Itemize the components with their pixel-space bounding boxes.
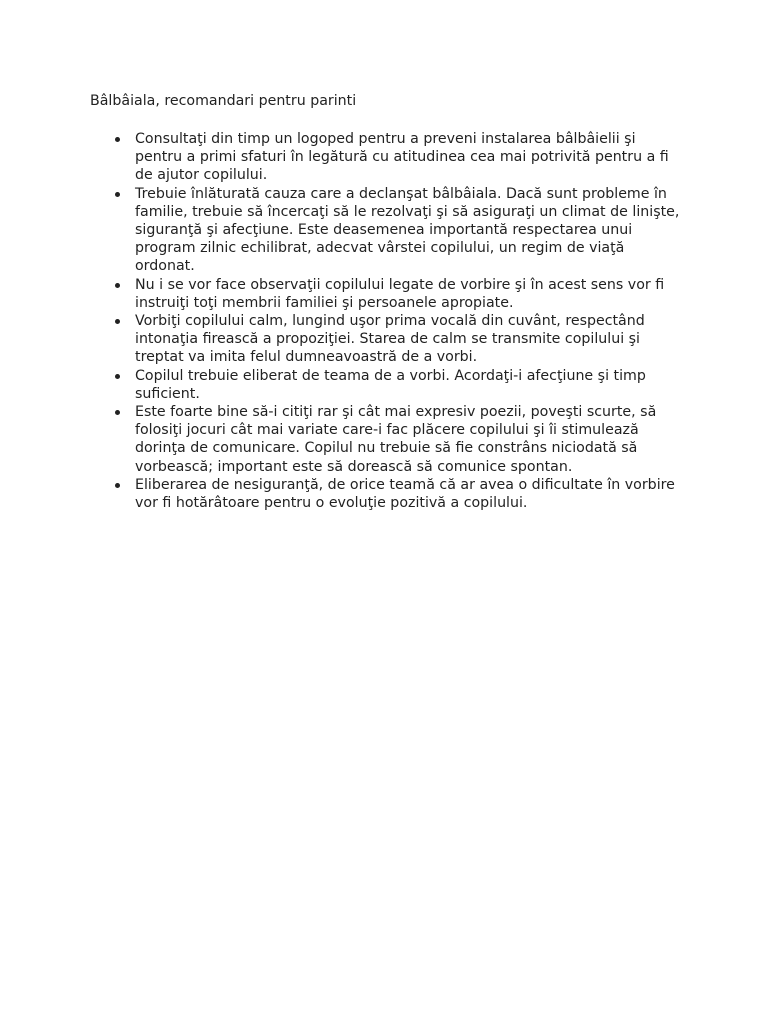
list-item: Trebuie înlăturată cauza care a declanşat bâlbâiala. Dacă sunt probleme în familie, trebuie să încercaţi să le rezolvaţi şi să asiguraţi un climat de linişte, siguranţă şi afecţiune. Este deasemenea importantă respectarea unui program zilnic echilibrat, adecvat vârstei copilului, un regim de viaţă ordonat.: [135, 185, 680, 275]
page-title: Bâlbâiala, recomandari pentru parinti: [90, 93, 357, 109]
list-item: Consultaţi din timp un logoped pentru a preveni instalarea bâlbâielii şi pentru a primi sfaturi în legătură cu atitudinea cea mai potrivită pentru a fi de ajutor copilului.: [135, 130, 680, 185]
recommendations-list: [135, 130, 680, 512]
list-item: Eliberarea de nesiguranţă, de orice teamă că ar avea o dificultate în vorbire vor fi hotărâtoare pentru o evoluţie pozitivă a copilului.: [135, 476, 680, 512]
list-item: Nu i se vor face observaţii copilului legate de vorbire şi în acest sens vor fi instruiţi toţi membrii familiei şi persoanele apropiate.: [135, 276, 680, 312]
list-item: Este foarte bine să-i citiţi rar şi cât mai expresiv poezii, poveşti scurte, să folosiţi jocuri cât mai variate care-i fac plăcere copilului şi îi stimulează dorinţa de comunicare. Copilul nu trebuie să fie constrâns niciodată să vorbească; important este să dorească să comunice spontan.: [135, 403, 680, 476]
list-item: Vorbiţi copilului calm, lungind uşor prima vocală din cuvânt, respectând intonaţia firească a propoziţiei. Starea de calm se transmite copilului şi treptat va imita felul dumneavoastră de a vorbi.: [135, 312, 680, 367]
list-item: Copilul trebuie eliberat de teama de a vorbi. Acordaţi-i afecţiune şi timp suficient.: [135, 367, 680, 403]
